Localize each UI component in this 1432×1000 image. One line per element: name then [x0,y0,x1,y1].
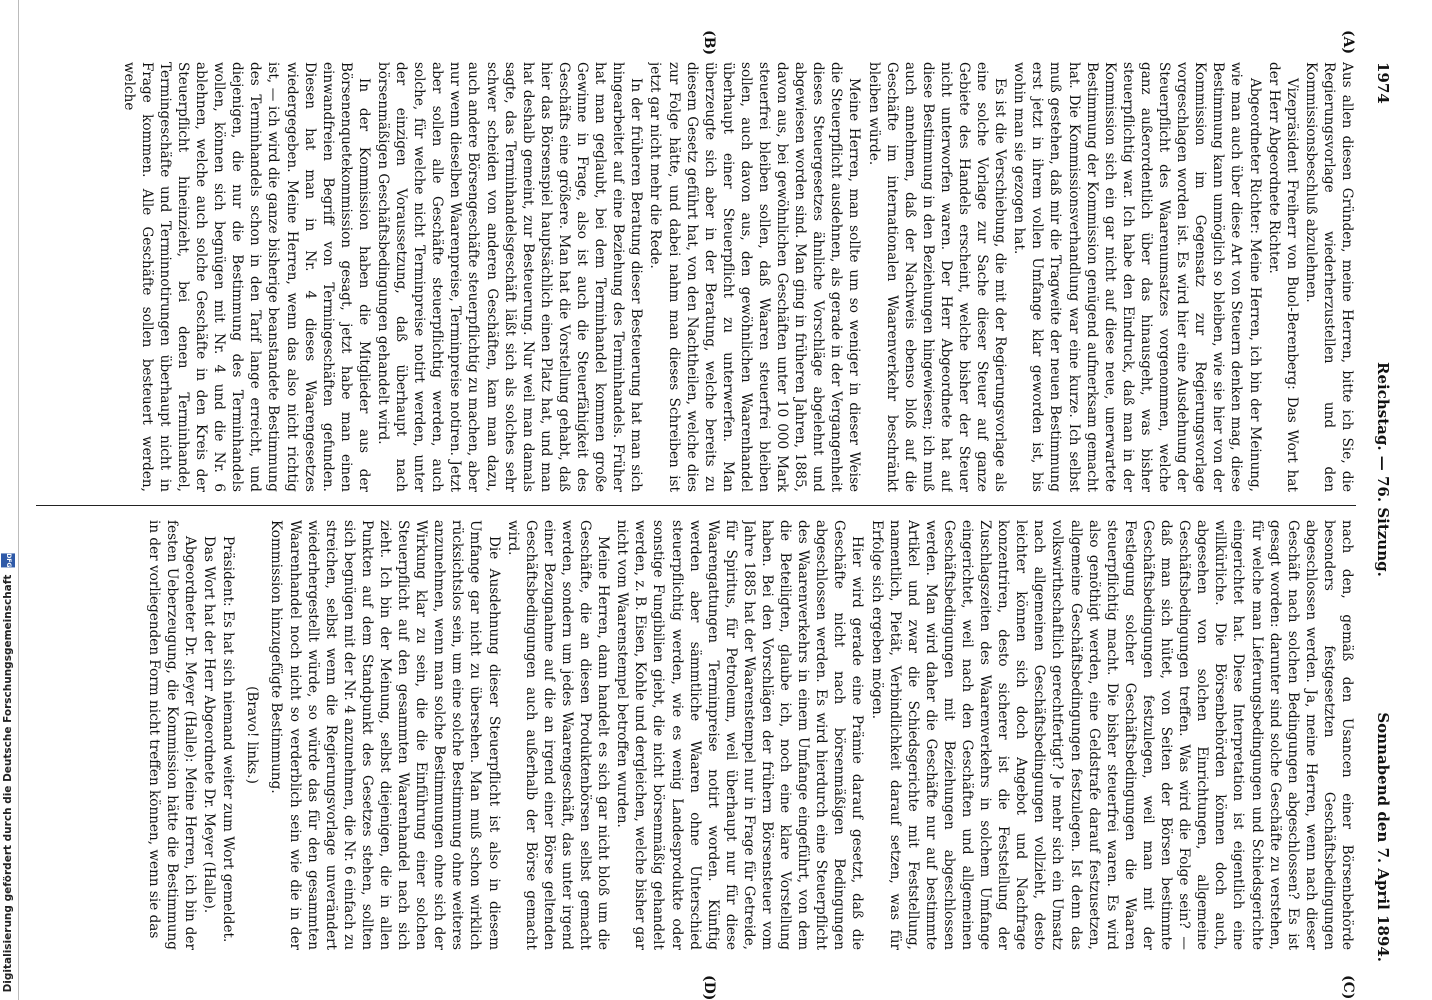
column-divider [36,505,1356,506]
paragraph: In der Kommission haben die Mitglieder aus der Börsenenquetekommission gesagt, jetzt habe man einen einwandfreien Begriff von Termingeschäften gefunden. Diesen hat man in Nr. 4 dieses Waarengesetzes wiedergegeben. Meine Herren, wenn das also nicht richtig ist, — ich wird die ganze bisherige beanstandete Bestimmung des Terminhandels schon in den Tarif lange erreicht, und diejenigen, die nur die Bestimmung des Terminhandels wollen, können sich begnügen mit Nr. 4 und die Nr. 6 ablehnen, welche auch solche Geschäfte in den Kreis der Steuerpflicht hineinzieht, bei denen Terminhandel, Termingeschäfte und Terminnotirungen überhaupt nicht in Frage kommen. Alle Geschäfte sollen besteuert werden, welche [120,62,372,492]
paragraph: Abgeordneter Dr. Meyer (Halle): Meine Herren, ich bin der festen Ueberzeugung, die Kommission hätte die Bestimmung in der vorliegenden Form nicht treffen können, wenn sie das [145,520,199,950]
applause-note: (Bravo! links.) [244,686,261,784]
paragraph: Abgeordneter Richter: Meine Herren, ich bin der Meinung, wie man auch über diese Art von Steuern denken mag, diese Bestimmung kann unmöglich so bleiben, wie sie hier von der Kommission im Gegensatz zur Regierungsvorlage vorgeschlagen worden ist. Es wird hier eine Ausdehnung der Steuerpflicht des Waarenumsatzes vorgenommen, welche ganz außerordentlich über das hinausgeht, was bisher steuerpflichtig war. Ich habe den Eindruck, daß man in der Kommission sich ein gar nicht auf diese neue, unerwartete Bestimmung der Kommission genügend aufmerksam gemacht hat. Die Kommissionsverhandlung war eine kurze. Ich selbst muß gestehen, daß mir die Tragweite der neuen Bestimmung erst jetzt in ihrem vollen Umfange klar geworden ist, bis wohin man sie gezogen hat. [1011,62,1263,492]
dfg-logo: DFG [1,553,15,567]
page-header [1372,62,1392,962]
paragraph: Es ist die Verschiebung, die mit der Regierungsvorlage als eine solche Vorlage zur Sache dieser Steuer auf ganze Gebiete des Handels erscheint, welche bisher der Steuer nicht unterworfen waren. Der Herr Abgeordnete hat auf diese Bestimmung in den Beziehungen hingewiesen; ich muß auch annehmen, daß der Nachweis ebenso bloß auf die Geschäfte im internationalen Waarenverkehr beschränkt bleiben würde. [865,62,1009,492]
paragraph: Vizepräsident Freiherr von Buol-Berenberg: Das Wort hat der Herr Abgeordnete Richter. [1265,62,1300,492]
session-title: Reichstag. — 76. Sitzung. [1374,362,1392,577]
margin-mark-c: (C) [1340,975,1356,1000]
paragraph: Die Ausdehnung dieser Steuerpflicht ist also in diesem Umfange gar nicht zu übersehen. Man muß schon wirklich rücksichtslos sein, um eine solche Bestimmung ohne weiteres anzunehmen, wenn man solche Bestimmungen ohne sich der Wirkung klar zu sein, die die Einführung einer solchen Steuerpflicht auf den gesammten Waarenhandel nach sich zieht. Ich bin der Meinung, selbst diejenigen, die in allen Punkten auf dem Standpunkt des Gesetzes stehen, sollten sich begnügen mit der Nr. 4 anzunehmen, die Nr. 6 einfach zu streichen, selbst wenn die Regierungsvorlage unverändert wiederhergestellt würde, so würde das für den gesammten Waarenhandel noch nicht so verderblich sein wie die in der Kommission hinzugefügte Bestimmung. [268,520,502,950]
margin-mark-a: (A) [1340,30,1356,55]
credit-text: Digitalisierung gefördert durch die Deutsche Forschungsgemeinschaft [2,574,14,992]
margin-mark-b: (B) [701,30,717,56]
paragraph: Das Wort hat der Herr Abgeordnete Dr. Meyer (Halle). [201,536,218,914]
digitization-credit-bar [0,0,19,1000]
margin-mark-d: (D) [701,975,717,1000]
page-number: 1974 [1374,62,1392,104]
paragraph: Hier wird gerade eine Prämie darauf gesetzt, daß die Geschäfte nicht nach börsenmäßigen Bedingungen abgeschlossen werden. Es wird hierdurch eine Steuerpflicht des Waarenverkehrs in einem Umfange eingeführt, von dem die Beteiligten, glaube ich, noch eine klare Vorstellung haben. Bei den Vorschlägen der frühern Börsensteuer vom Jahre 1885 hat der Waarenstempel nur in Frage für Getreide, für Spiritus, für Petroleum, weil überhaupt nur für diese Waarengattungen Terminpreise notirt worden. Künftig werden aber sämmtliche Waaren ohne Unterschied steuerpflichtig werden, wie es wenig Landesprodukte oder sonstige Fungibilien giebt, die nicht börsenmäßig gehandelt werden, z. B. Eisen, Kohle und dergleichen, welche bisher gar nicht vom Waarenstempel betroffen wurden. [614,520,866,950]
paragraph: Meine Herren, dann handelt es sich gar nicht bloß um die Geschäfte, die an diesen Produktenbörsen selbst gemacht werden, sondern um jedes Waarengeschäft, das unter irgend einer Bezugnahme auf die an irgend einer Börse geltenden Geschäftsbedingungen auch außerhalb der Börse gemacht wird. [504,520,612,950]
session-date: Sonnabend den 7. April 1894. [1374,712,1392,962]
paragraph: Präsident: Es hat sich niemand weiter zum Wort gemeldet. [220,536,237,943]
paragraph: nach den, gemäß den Usancen einer Börsenbehörde besonders festgesetzten Geschäftsbedingungen abgeschlossen werden. Ja, meine Herren, wenn nach dieser Geschäft nach solchen Bedingungen abgeschlossen? Es ist gesagt worden: darunter sind solche Geschäfte zu verstehen, für welche man Lieferungsbedingungen und Schiedsgerichte eingerichtet hat. Diese Interpretation ist eigentlich eine willkürliche. Die Börsenbehörden können doch auch, abgesehen von solchen Einrichtungen, allgemeine Geschäftsbedingungen treffen. Was wird die Folge sein? — daß man sich hütet, von Seiten der Börsen bestimmte Geschäftsbedingungen festzulegen, weil man mit der Festlegung solcher Geschäftsbedingungen die Waaren steuerpflichtig macht. Die bisher steuerfrei waren. Es wird also genöthigt werden, eine Geldstrafe darauf festzusetzen, allgemeine Geschäftsbedingungen festzulegen. Ist denn das volkswirthschaftlich gerechtfertigt? Je mehr sich ein Umsatz nach allgemeinen Geschäftsbedingungen vollzieht, desto leichter können sich doch Angebot und Nachfrage konzentriren, desto sicherer ist die Feststellung der Zuschlagszeiten des Waarenverkehrs in solchem Umfange eingerichtet, weil nach den Geschäften und allgemeinen Geschäftsbedingungen mit Beziehungen abgeschlossen werden. Man wird daher die Geschäfte nur auf bestimmte Artikel und zwar die Schiedsgerichte mit Feststellung, namentlich, Pietät, Verbindlichkeit darauf setzen, was für Erfolge sich ergeben mögen. [868,520,1355,950]
paragraph: Meine Herren, man sollte um so weniger in dieser Weise die Steuerpflicht ausdehnen, als gerade in der Vergangenheit dieses Steuergesetzes ähnliche Vorschläge abgelehnt und abgewiesen worden sind. Man ging in früheren Jahren, 1885, davon aus, bei gewöhnlichen Geschäften unter 10 000 Mark steuerfrei bleiben sollen, daß Waaren steuerfrei bleiben sollen, auch davon aus, den gewöhnlichen Waarenhandel überhaupt einer Steuerpflicht zu unterwerfen. Man überzeugte sich aber in der Beratung, welche bereits zu diesem Gesetz geführt hat, von den Nachtheilen, welche dies zur Folge hätte, und dabei nahm man dieses Schreiben ist jetzt gar nicht mehr die Rede. [647,62,863,492]
left-column [36,62,1356,492]
right-column [36,520,1356,950]
paragraph: In der früheren Beratung dieser Besteuerung hat man sich hingearbeitet auf eine Beziehung des Terminhandels. Früher hat man geglaubt, bei dem Terminhandel kommen große Gewinne in Frage, also ist auch die Steuerfähigkeit des Geschäfts eine größere. Man hat die Vorstellung gehabt, daß hier das Börsenspiel hauptsächlich einen Platz hat, und man hat deshalb gemeint, zur Besteuerung. Nur weil man damals sagte, das Terminhandelsgeschäft läßt sich als solches sehr schwer scheiden von anderen Geschäften, kam man dazu, auch andere Börsengeschäfte steuerpflichtig zu machen, aber nur wenn dieselben Waarenpreise, Terminpreise notiren. Jetzt aber sollen alle Geschäfte steuerpflichtig werden, auch solche, für welche nicht Terminpreise notirt werden, unter der einzigen Voraussetzung, daß überhaupt nach börsenmäßigen Geschäftsbedingungen gehandelt wird. [375,62,645,492]
paragraph: Aus allen diesen Gründen, meine Herren, bitte ich Sie, die Regierungsvorlage wiederherzustellen und den Kommissionsbeschluß abzulehnen. [1302,62,1355,492]
